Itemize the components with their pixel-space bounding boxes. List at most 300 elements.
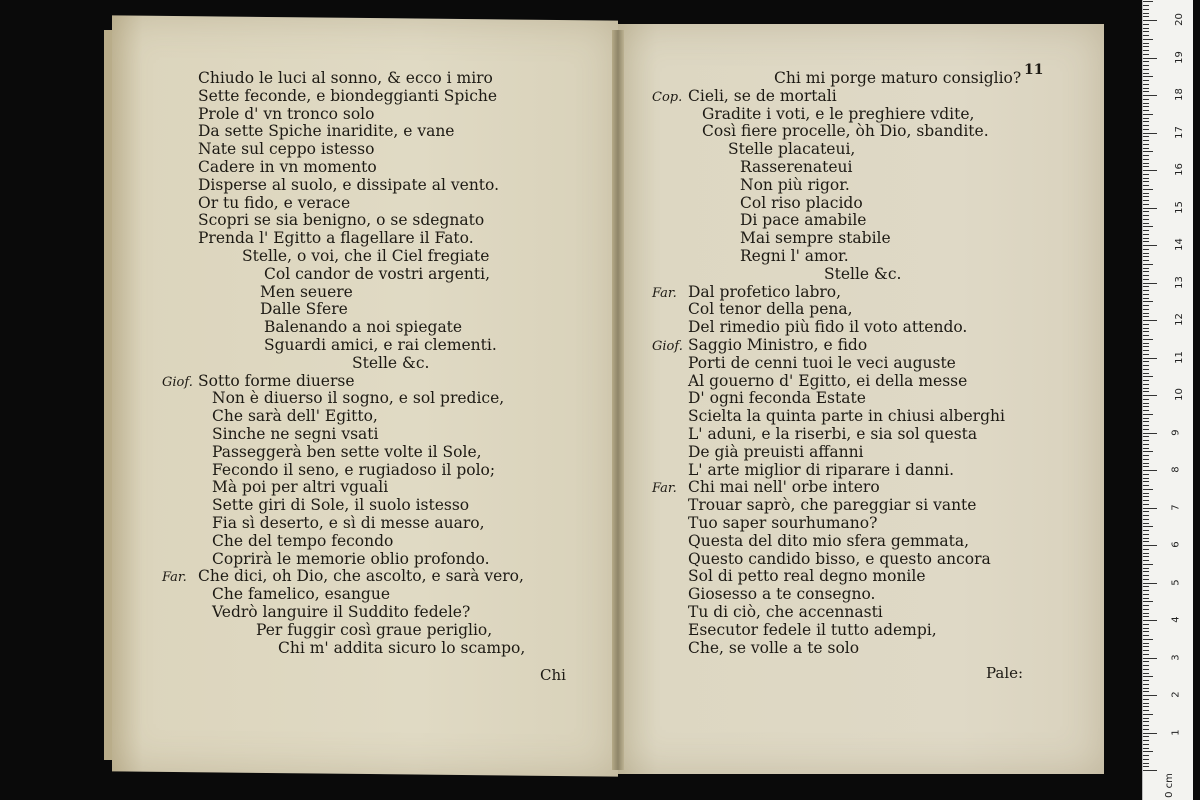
ruler-tick	[1143, 616, 1149, 617]
text-line	[664, 408, 1021, 426]
ruler-tick	[1143, 440, 1149, 441]
ruler-number: 4	[1170, 616, 1182, 623]
ruler-tick	[1143, 481, 1149, 482]
ruler-tick	[1143, 605, 1149, 606]
verse-text: Così fiere procelle, òh Dio, sbandite.	[702, 122, 989, 141]
verse-text: Col tenor della pena,	[688, 300, 853, 319]
text-line	[664, 533, 1021, 551]
ruler-tick	[1143, 511, 1149, 512]
text-line	[664, 230, 1021, 248]
ruler-tick	[1143, 766, 1149, 767]
verse-text: L' aduni, e la riserbi, e sia sol questa	[688, 424, 978, 443]
verse-text: Per fuggir così graue periglio,	[256, 620, 493, 639]
ruler-tick	[1143, 121, 1149, 122]
ruler-tick	[1143, 163, 1149, 164]
verse-text: Chiudo le luci al sonno, & ecco i miro	[198, 69, 493, 87]
text-line	[178, 230, 525, 248]
ruler-tick	[1143, 421, 1149, 422]
ruler-tick	[1143, 136, 1149, 137]
verse-text: Vedrò languire il Suddito fedele?	[212, 602, 471, 621]
right-page-text	[652, 69, 1022, 657]
page-number: 11	[1024, 62, 1044, 78]
verse-text: Che, se volle a te solo	[688, 638, 860, 657]
ruler-tick	[1143, 200, 1149, 201]
verse-text: Rasserenateui	[740, 157, 853, 176]
verse-text: Sette giri di Sole, il suolo istesso	[212, 496, 470, 515]
ruler-tick	[1143, 185, 1149, 186]
ruler-tick	[1143, 733, 1157, 734]
text-line	[664, 266, 1021, 284]
verse-text: Stelle placateui,	[728, 140, 856, 159]
verse-text: Non più rigor.	[740, 175, 850, 194]
text-line	[664, 497, 1021, 515]
verse-text: Da sette Spiche inaridite, e vane	[198, 122, 455, 141]
verse-text: Mai sempre stabile	[740, 229, 891, 248]
ruler-tick	[1143, 515, 1149, 516]
ruler-tick	[1143, 583, 1157, 584]
text-line	[178, 248, 525, 266]
verse-text: Prole d' vn tronco solo	[198, 104, 375, 123]
ruler-tick	[1143, 639, 1153, 640]
ruler-tick	[1143, 279, 1149, 280]
ruler-tick	[1143, 624, 1149, 625]
text-line	[664, 319, 1021, 337]
ruler-tick	[1143, 140, 1149, 141]
text-line	[178, 622, 525, 640]
book-gutter	[612, 30, 624, 770]
verse-text: Balenando a noi spiegate	[264, 318, 463, 337]
ruler-number: 11	[1173, 350, 1185, 364]
ruler-tick	[1143, 680, 1149, 681]
verse-text: Chi mai nell' orbe intero	[688, 478, 880, 497]
ruler-tick	[1143, 665, 1149, 666]
verse-text: De già preuisti affanni	[688, 442, 864, 461]
verse-text: Di pace amabile	[740, 211, 867, 230]
verse-text: Trouar saprò, che pareggiar si vante	[688, 496, 977, 515]
ruler-tick	[1143, 234, 1149, 235]
ruler-tick	[1143, 271, 1149, 272]
ruler-tick	[1143, 309, 1149, 310]
ruler-tick	[1143, 650, 1149, 651]
ruler-tick	[1143, 226, 1153, 227]
ruler-tick	[1143, 523, 1149, 524]
ruler-tick	[1143, 335, 1149, 336]
verse-text: Sette feconde, e biondeggianti Spiche	[198, 86, 498, 105]
text-line	[178, 462, 525, 480]
ruler-tick	[1143, 193, 1149, 194]
ruler-tick	[1143, 635, 1149, 636]
verse-text: Mà poi per altri vguali	[212, 478, 389, 497]
ruler-tick	[1143, 65, 1149, 66]
ruler-tick	[1143, 736, 1149, 737]
ruler-tick	[1143, 564, 1153, 565]
text-line	[178, 195, 525, 213]
verse-text: Stelle, o voi, che il Ciel fregiate	[242, 246, 490, 265]
ruler-tick	[1143, 373, 1149, 374]
ruler-tick	[1143, 275, 1149, 276]
verse-text: Tu di ciò, che accennasti	[688, 602, 883, 621]
ruler-tick	[1143, 125, 1149, 126]
ruler-tick	[1143, 631, 1149, 632]
verse-text: Che del tempo fecondo	[212, 531, 394, 550]
ruler-tick	[1143, 50, 1149, 51]
ruler-tick	[1143, 586, 1149, 587]
ruler-tick	[1143, 444, 1149, 445]
verse-text: Giosesso a te consegno.	[688, 585, 876, 604]
ruler-tick	[1143, 718, 1149, 719]
ruler-tick	[1143, 170, 1157, 171]
ruler-tick	[1143, 110, 1149, 111]
ruler-tick	[1143, 331, 1149, 332]
text-line	[178, 640, 525, 658]
verse-text: Cieli, se de mortali	[688, 86, 837, 105]
verse-text: Al gouerno d' Egitto, ei della messe	[688, 371, 968, 390]
ruler-tick	[1143, 500, 1149, 501]
ruler-tick	[1143, 106, 1149, 107]
ruler-number: 18	[1173, 88, 1185, 101]
ruler-tick	[1143, 16, 1149, 17]
ruler-tick	[1143, 530, 1149, 531]
ruler-tick	[1143, 493, 1149, 494]
ruler-tick	[1143, 526, 1153, 527]
speaker-label: Cop.	[652, 89, 683, 105]
text-line	[664, 141, 1021, 159]
ruler-tick	[1143, 148, 1149, 149]
ruler-tick	[1143, 688, 1149, 689]
ruler-tick	[1143, 365, 1149, 366]
ruler-tick	[1143, 245, 1157, 246]
text-line	[178, 497, 525, 515]
speaker-label: Far.	[652, 285, 677, 301]
ruler-tick	[1143, 358, 1157, 359]
text-line	[664, 212, 1021, 230]
ruler-tick	[1143, 466, 1149, 467]
ruler-tick	[1143, 519, 1149, 520]
ruler-tick	[1143, 433, 1157, 434]
ruler-tick	[1143, 549, 1149, 550]
ruler-tick	[1143, 459, 1149, 460]
ruler-tick	[1143, 395, 1157, 396]
text-line	[178, 177, 525, 195]
text-line	[664, 373, 1021, 391]
ruler-number: 10	[1173, 388, 1185, 401]
ruler-tick	[1143, 249, 1149, 250]
verse-text: Nate sul ceppo istesso	[198, 140, 375, 159]
text-line	[664, 515, 1021, 533]
ruler-tick	[1143, 751, 1153, 752]
ruler-tick	[1143, 99, 1149, 100]
text-line	[178, 70, 525, 88]
ruler-tick	[1143, 290, 1149, 291]
ruler-tick	[1143, 406, 1149, 407]
ruler-tick	[1143, 646, 1149, 647]
ruler-tick	[1143, 69, 1149, 70]
ruler-tick	[1143, 628, 1149, 629]
text-line	[178, 106, 525, 124]
ruler-tick	[1143, 451, 1153, 452]
verse-text: Col riso placido	[740, 193, 863, 212]
ruler-tick	[1143, 46, 1149, 47]
verse-text: Sol di petto real degno monile	[688, 567, 926, 586]
ruler-tick	[1143, 35, 1149, 36]
verse-text: Del rimedio più fido il voto attendo.	[688, 318, 968, 337]
text-line	[178, 141, 525, 159]
ruler-tick	[1143, 301, 1153, 302]
ruler-tick	[1143, 541, 1149, 542]
ruler-number: 13	[1173, 275, 1185, 289]
ruler-tick	[1143, 286, 1149, 287]
ruler-tick	[1143, 174, 1149, 175]
text-line	[664, 70, 1021, 88]
ruler-tick	[1143, 496, 1149, 497]
ruler-number: 3	[1170, 653, 1182, 661]
ruler-tick	[1143, 159, 1149, 160]
ruler-tick	[1143, 579, 1149, 580]
ruler-tick	[1143, 620, 1157, 621]
ruler-tick	[1143, 755, 1149, 756]
verse-text: Men seuere	[260, 282, 353, 301]
ruler-tick	[1143, 9, 1149, 10]
ruler-tick	[1143, 133, 1157, 134]
ruler-tick	[1143, 571, 1149, 572]
ruler-unit-label: 0 cm	[1163, 773, 1175, 798]
verse-text: Passeggerà ben sette volte il Sole,	[212, 442, 482, 461]
ruler-tick	[1143, 320, 1157, 321]
ruler-tick	[1143, 238, 1149, 239]
ruler-tick	[1143, 76, 1153, 77]
ruler-tick	[1143, 399, 1149, 400]
ruler-tick	[1143, 380, 1149, 381]
ruler-tick	[1143, 253, 1149, 254]
verse-text: Scopri se sia benigno, o se sdegnato	[198, 211, 485, 230]
ruler-tick	[1143, 189, 1153, 190]
ruler-tick	[1143, 684, 1149, 685]
ruler-number: 8	[1170, 466, 1182, 473]
ruler-tick	[1143, 24, 1149, 25]
verse-text: Scielta la quinta parte in chiusi alberghi	[688, 407, 1005, 426]
text-line	[178, 88, 525, 106]
text-line	[178, 159, 525, 177]
measurement-ruler	[1142, 0, 1193, 800]
speaker-label: Giof.	[652, 338, 683, 354]
ruler-tick	[1143, 166, 1149, 167]
verse-text: Or tu fido, e verace	[198, 193, 351, 212]
ruler-number: 14	[1173, 238, 1185, 251]
text-line	[652, 478, 1021, 497]
text-line	[178, 355, 525, 373]
verse-text: Cadere in vn momento	[198, 157, 377, 176]
verse-text: Esecutor fedele il tutto adempi,	[688, 620, 937, 639]
ruler-tick	[1143, 485, 1149, 486]
verse-text: Sotto forme diuerse	[198, 371, 355, 390]
ruler-tick	[1143, 28, 1149, 29]
verse-text: Fia sì deserto, e sì di messe auaro,	[212, 513, 485, 532]
left-catchword: Chi	[540, 666, 566, 684]
ruler-tick	[1143, 568, 1149, 569]
ruler-tick	[1143, 88, 1149, 89]
ruler-tick	[1143, 538, 1149, 539]
verse-text: D' ogni feconda Estate	[688, 389, 866, 408]
ruler-tick	[1143, 410, 1149, 411]
ruler-tick	[1143, 208, 1157, 209]
ruler-tick	[1143, 114, 1153, 115]
ruler-tick	[1143, 298, 1149, 299]
ruler-tick	[1143, 669, 1149, 670]
ruler-tick	[1143, 264, 1153, 265]
verse-text: Disperse al suolo, e dissipate al vento.	[198, 175, 500, 194]
ruler-tick	[1143, 534, 1149, 535]
verse-text: Dal profetico labro,	[688, 282, 842, 301]
right-catchword: Pale:	[986, 664, 1024, 682]
text-line	[178, 444, 525, 462]
ruler-tick	[1143, 661, 1149, 662]
ruler-tick	[1143, 556, 1149, 557]
ruler-tick	[1143, 425, 1149, 426]
text-line	[178, 266, 525, 284]
verse-text: Non è diuerso il sogno, e sol predice,	[212, 389, 505, 408]
verse-text: Col candor de vostri argenti,	[264, 264, 490, 283]
text-line	[664, 444, 1021, 462]
ruler-tick	[1143, 436, 1149, 437]
ruler-tick	[1143, 346, 1149, 347]
ruler-tick	[1143, 725, 1149, 726]
ruler-tick	[1143, 504, 1149, 505]
verse-text: Questo candido bisso, e questo ancora	[688, 549, 991, 568]
ruler-tick	[1143, 594, 1149, 595]
ruler-tick	[1143, 144, 1149, 145]
ruler-tick	[1143, 73, 1149, 74]
ruler-number: 16	[1173, 163, 1185, 176]
verse-text: Chi m' addita sicuro lo scampo,	[278, 638, 526, 657]
text-line	[664, 248, 1021, 266]
ruler-tick	[1143, 391, 1149, 392]
ruler-tick	[1143, 316, 1149, 317]
ruler-tick	[1143, 508, 1157, 509]
text-line	[664, 195, 1021, 213]
ruler-tick	[1143, 759, 1149, 760]
text-line	[178, 284, 525, 302]
left-page-text	[162, 69, 526, 657]
speaker-label: Far.	[162, 570, 187, 586]
ruler-tick	[1143, 350, 1149, 351]
ruler-tick	[1143, 545, 1157, 546]
ruler-tick	[1143, 643, 1149, 644]
ruler-number: 5	[1170, 578, 1182, 586]
text-line	[178, 301, 525, 319]
text-line	[664, 586, 1021, 604]
ruler-tick	[1143, 223, 1149, 224]
ruler-tick	[1143, 463, 1149, 464]
text-line	[178, 604, 525, 622]
ruler-tick	[1143, 196, 1149, 197]
ruler-tick	[1143, 204, 1149, 205]
verse-text: Porti de cenni tuoi le veci auguste	[688, 353, 956, 372]
text-line	[664, 462, 1021, 480]
ruler-tick	[1143, 729, 1149, 730]
ruler-tick	[1143, 376, 1153, 377]
text-line	[664, 355, 1021, 373]
ruler-tick	[1143, 324, 1149, 325]
ruler-tick	[1143, 575, 1149, 576]
ruler-tick	[1143, 84, 1149, 85]
verse-text: Gradite i voti, e le preghiere vdite,	[702, 104, 975, 123]
text-line	[664, 106, 1021, 124]
ruler-number: 19	[1173, 50, 1185, 64]
ruler-tick	[1143, 241, 1149, 242]
text-line	[664, 123, 1021, 141]
ruler-tick	[1143, 151, 1153, 152]
ruler-tick	[1143, 219, 1149, 220]
ruler-tick	[1143, 230, 1149, 231]
ruler-tick	[1143, 215, 1149, 216]
ruler-tick	[1143, 598, 1149, 599]
text-line	[664, 426, 1021, 444]
ruler-tick	[1143, 20, 1157, 21]
ruler-tick	[1143, 13, 1149, 14]
ruler-tick	[1143, 763, 1149, 764]
ruler-tick	[1143, 703, 1149, 704]
ruler-tick	[1143, 474, 1149, 475]
ruler-tick	[1143, 80, 1149, 81]
ruler-tick	[1143, 268, 1149, 269]
ruler-tick	[1143, 673, 1149, 674]
ruler-tick	[1143, 706, 1149, 707]
verse-text: Che famelico, esangue	[212, 585, 391, 604]
ruler-tick	[1143, 54, 1149, 55]
ruler-tick	[1143, 770, 1157, 771]
ruler-tick	[1143, 155, 1149, 156]
text-line	[178, 337, 525, 355]
text-line	[664, 604, 1021, 622]
ruler-tick	[1143, 388, 1149, 389]
verse-text: Stelle &c.	[824, 264, 902, 283]
ruler-tick	[1143, 91, 1149, 92]
ruler-tick	[1143, 43, 1149, 44]
ruler-tick	[1143, 740, 1149, 741]
ruler-number: 12	[1173, 313, 1185, 326]
speaker-label: Far.	[652, 481, 677, 497]
ruler-tick	[1143, 129, 1149, 130]
ruler-tick	[1143, 478, 1149, 479]
ruler-tick	[1143, 361, 1149, 362]
ruler-tick	[1143, 58, 1157, 59]
ruler-tick	[1143, 5, 1149, 6]
ruler-tick	[1143, 691, 1149, 692]
ruler-tick	[1143, 710, 1149, 711]
ruler-tick	[1143, 601, 1153, 602]
ruler-tick	[1143, 39, 1153, 40]
ruler-number: 7	[1170, 503, 1182, 511]
verse-text: Che dici, oh Dio, che ascolto, e sarà vero,	[198, 567, 524, 586]
text-line	[178, 479, 525, 497]
ruler-tick	[1143, 609, 1149, 610]
ruler-tick	[1143, 748, 1149, 749]
ruler-tick	[1143, 489, 1153, 490]
text-line	[178, 390, 525, 408]
text-line	[178, 515, 525, 533]
text-line	[162, 371, 525, 391]
ruler-tick	[1143, 590, 1149, 591]
ruler-tick	[1143, 328, 1149, 329]
ruler-tick	[1143, 1, 1153, 2]
text-line	[178, 212, 525, 230]
verse-text: Chi mi porge maturo consiglio?	[774, 69, 1022, 87]
text-line	[178, 551, 525, 569]
text-line	[652, 335, 1021, 355]
verse-text: Prenda l' Egitto a flagellare il Fato.	[198, 229, 474, 248]
ruler-tick	[1143, 339, 1153, 340]
text-line	[664, 390, 1021, 408]
